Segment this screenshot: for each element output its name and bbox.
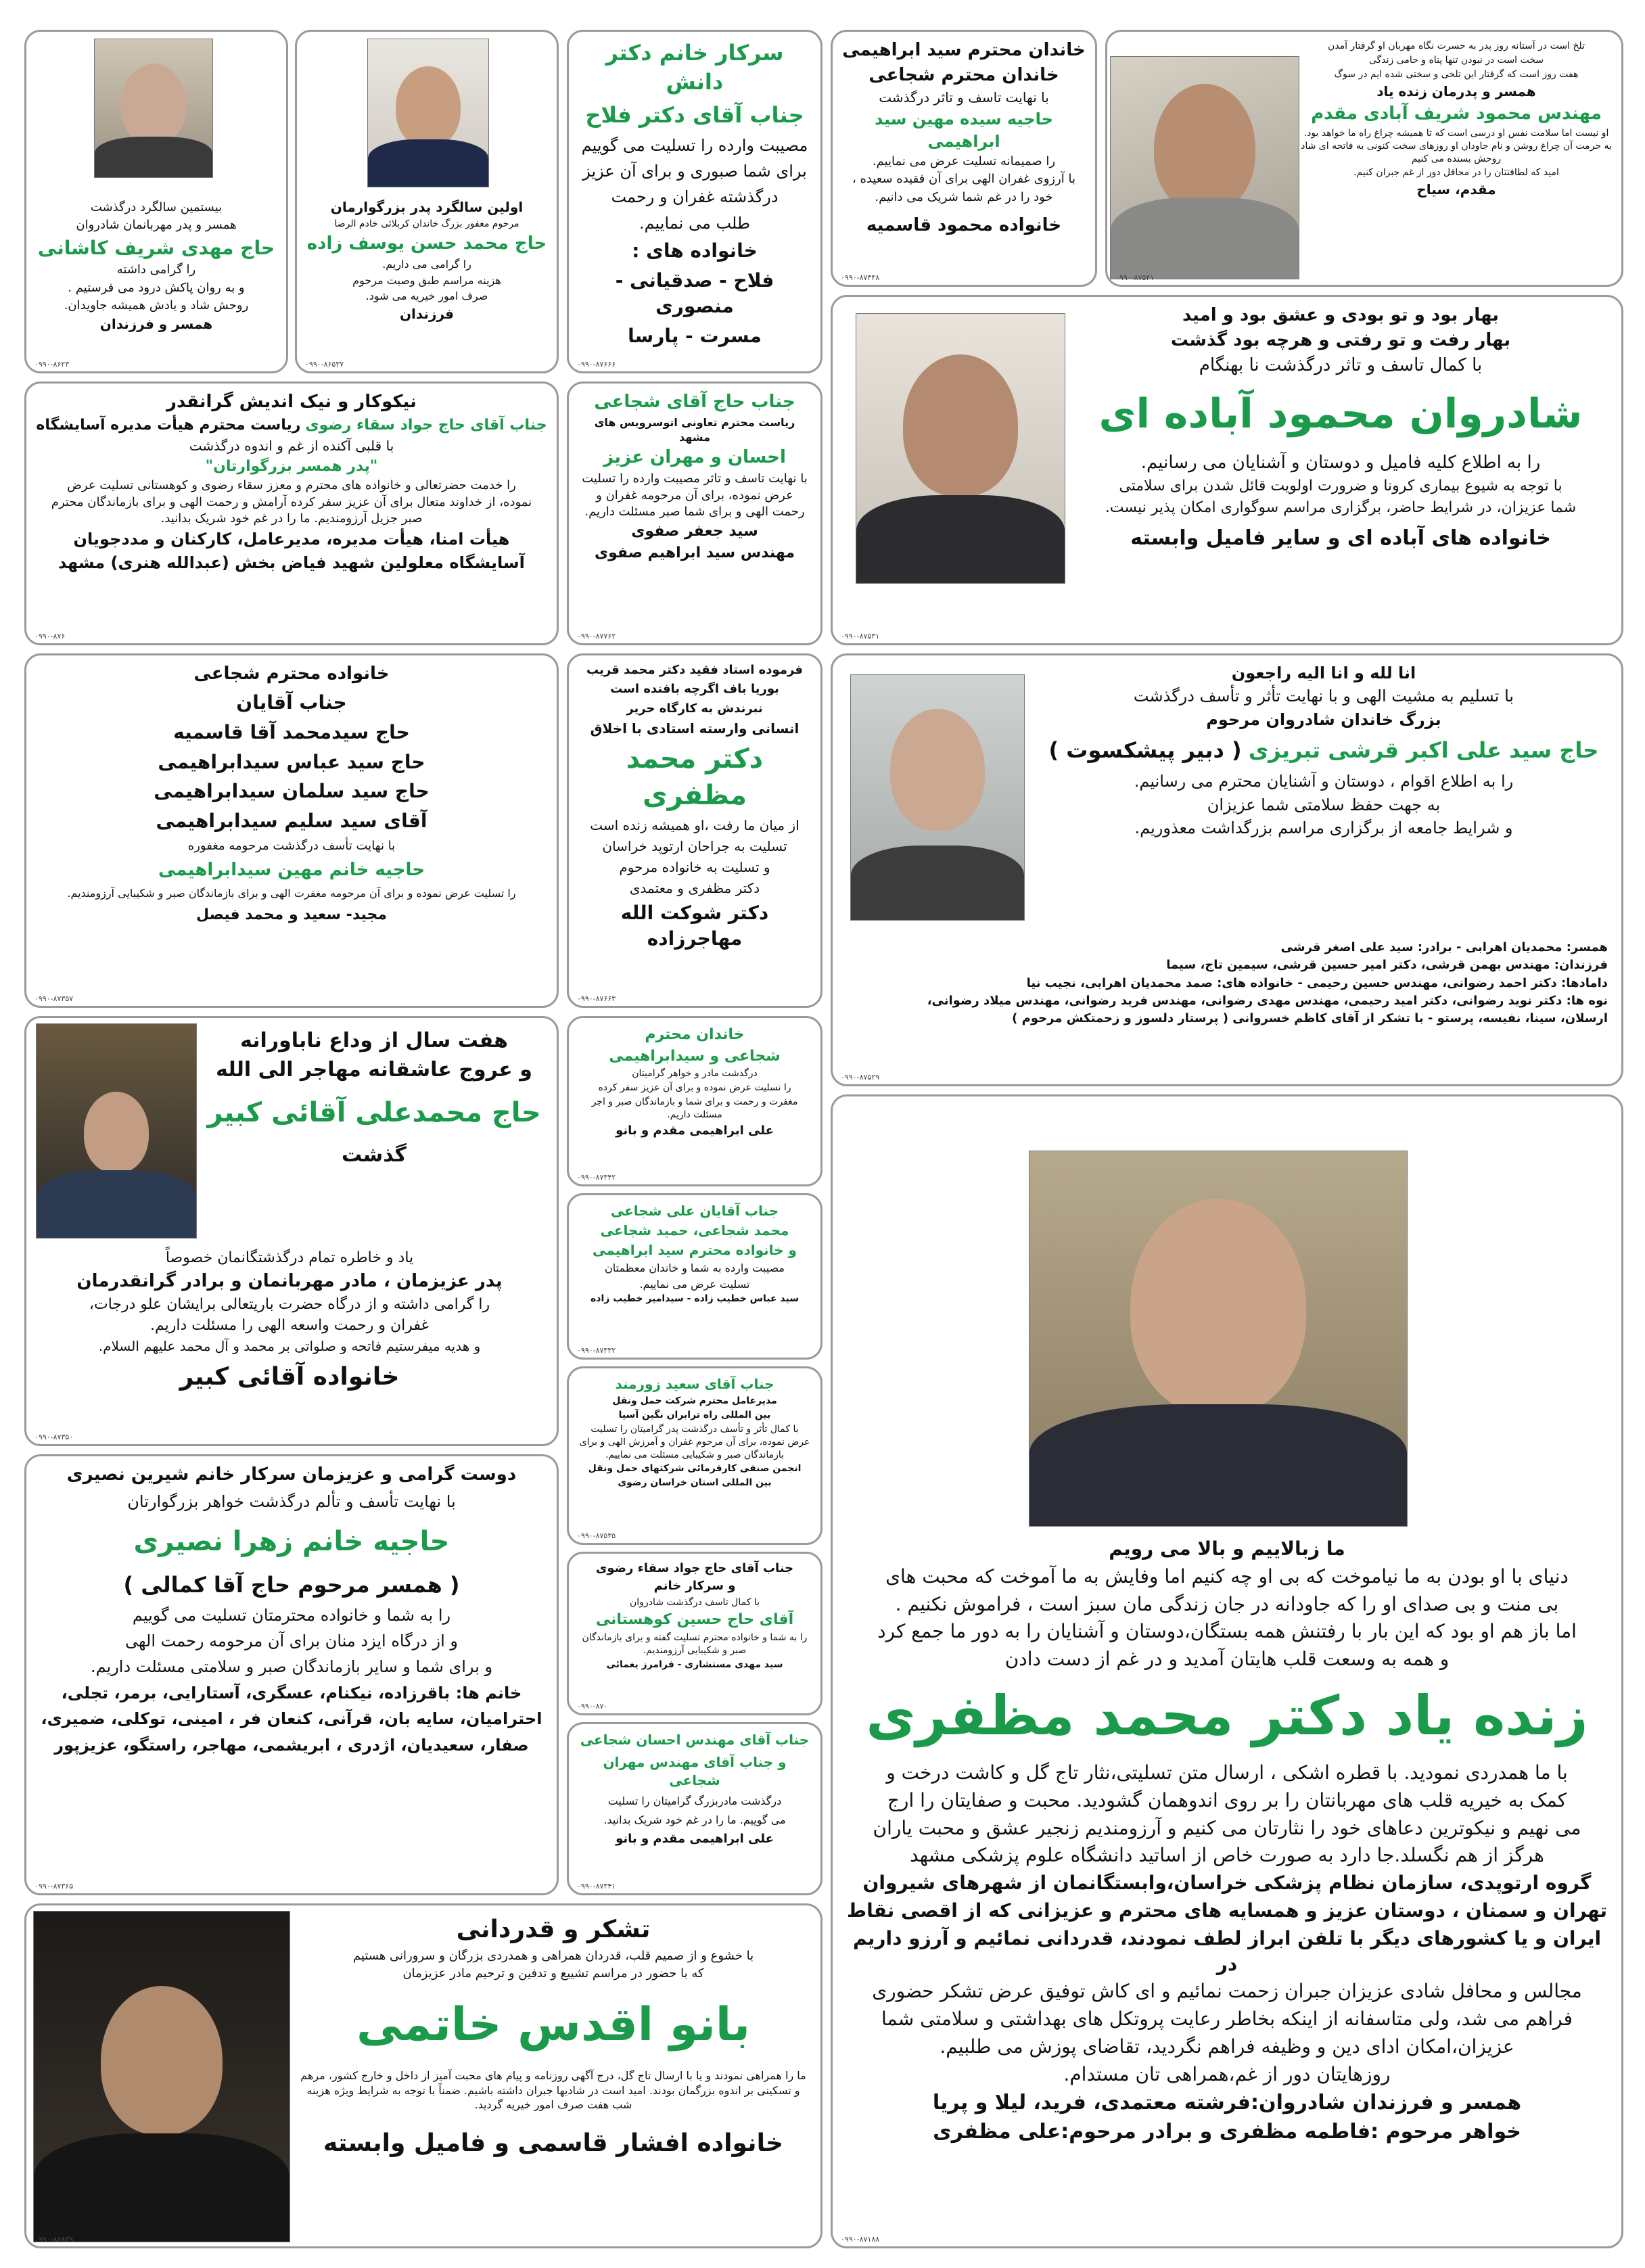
body-text: هرگز از هم نگسلد.جا دارد به صورت خاص از اساتید دانشگاه علوم پزشکی مشهد [910,1844,1544,1867]
body-text: شما عزیزان، در شرایط حاضر، برگزاری مراسم سوگواری امکان پذیر نیست. [1105,499,1577,517]
addressee-name: حاج سیدمحمد آقا قاسمیه [173,720,410,743]
addressee-name: جناب آقای حاج جواد سقاء رضوی [305,417,547,434]
signature: خانم ها: باقرزاده، نیکنام، عسگری، آستارایی، برمر، تجلی، [61,1683,522,1703]
ad-code: ۰۹۹۰-۸۷۳۳۲ [577,1346,616,1355]
heading: جناب آقای حاج جواد سقاء رضوی [595,1561,794,1575]
poem-line: بهار رفت و تو رفتی و هرچه بود گذشت [1170,330,1511,351]
signature: دکتر شوکت الله مهاجرزاده [620,901,769,950]
ad-code: ۰۹۹۰-۸۷۶۶۶ [577,360,616,369]
deceased-name: دکتر محمد مظفری [626,743,764,811]
notice-khatibzadeh [567,1193,822,1360]
body-text: روحش شاد و یادش همیشه جاویدان. [64,298,249,313]
body-text: از میان ما رفت ،او همیشه زنده است [590,816,800,833]
heading: جناب آقایان علی شجاعی [610,1203,779,1219]
highlight-text: "پدر همسر بزرگوارتان" [205,457,378,475]
body-text: غفران و رحمت واسعه الهی را مسئلت داریم. [150,1317,429,1335]
notice-dr-mozaffari-tribute [567,653,822,1008]
signature: احترامیان، سایه بان، قرآنی، کنعان فر ، امینی، توکلی، ضمیری، [41,1709,542,1729]
body-text: را گرامی داشته و از درگاه حضرت باریتعالی برایشان علو درجات، [89,1295,490,1313]
body-text: مرحوم مغفور بزرگ خاندان کربلائی خادم الرضا [334,218,519,229]
body-text: دکتر مظفری و معتمدی [629,879,760,896]
notice-shojaei-autoservice [567,381,822,645]
body-text: ما را همراهی نمودند و یا با ارسال تاج گل، درج آگهی روزنامه و پیام های محبت آمیز از داخل و خارج کشور، مرهم و تسکینی بر اندوه بزرگمان بودند. امید است در شادیها جبران داشته باشیم. ضمناً با توجه به شرایط ویژه هزینه شب هفت صرف امور خیریه گردید. [300,2068,806,2112]
signature: همسر و فرزندان [99,316,213,333]
body-text: را به اطلاع اقوام ، دوستان و آشنایان محترم می رسانیم. [1134,772,1514,791]
signature: هیأت امنا، هیأت مدیره، مدیرعامل، کارکنان و مددجویان [73,530,510,549]
heading: اولین سالگرد پدر بزرگوارمان [330,199,524,215]
signature-label: خانواده های : [632,239,758,262]
signature: صفار، سعیدیان، اژدری ، ابریشمی، مهاجر، راستگو، عزیزپور [54,1735,529,1755]
body-text: برای شما صبوری و برای آن عزیز [582,161,807,181]
signature: انجمن صنفی کارفرمائی شرکتهای حمل ونقل [588,1463,802,1475]
signature: خواهر مرحوم :فاطمه مظفری و برادر مرحوم:علی مظفری [933,2120,1521,2144]
body-text: با آرزوی غفران الهی برای آن فقیده سعیده ، [852,172,1076,187]
ad-code: ۰۹۹۰-۸۷۶ [34,632,66,641]
ad-code: ۰۹۹۰-۸۷۵۳۱ [841,632,880,641]
signature: سید عباس خطیب زاده - سیدامیر خطیب زاده [590,1293,799,1305]
heading: خاندان محترم شجاعی [868,65,1059,86]
heading: جناب حاج آقای شجاعی [594,392,795,412]
notice-nasiri [24,1454,559,1895]
heading: خانواده محترم شجاعی [193,664,390,684]
family-list: نوه ها: دکتر نوید رضوانی، دکتر امید رحیمی، مهندس مهدی رضوانی، مهندس فرید رضوانی، مهندس میلاد رضوانی، [927,993,1608,1008]
body-text: با کمال تاسف درگذشت شادروان [630,1596,760,1608]
deceased-name: حاج محمد حسن یوسف زاده [306,233,547,254]
portrait-photo [1029,1151,1408,1527]
signature: علی ابراهیمی مقدم و بانو [616,1832,774,1847]
body-text: می نهیم و نیکوترین دعاهای خود را نثارتان می کنیم و آرزومندیم زنجیر عشق و محبت یاران [873,1816,1581,1839]
notice-ebrahimi-moghaddam-2 [567,1722,822,1895]
body-text: طلب می نماییم. [639,213,751,233]
poem-line: ما زبالاییم و بالا می رویم [1109,1537,1345,1560]
body-text: را به شما و خانواده محترمتان تسلیت می گوییم [132,1605,451,1625]
deceased-name: زنده یاد دکتر محمد مظفری [866,1684,1588,1747]
ad-code: ۰۹۹۰-۸۷۳۴۸ [841,273,880,282]
heading: تشکر و قدردانی [456,1916,651,1943]
body-text: بیستمین سالگرد درگذشت [90,200,223,214]
body-text: کمک به خیریه قلب های مهربانتان را بر روی اندوهمان گشودید. محبت و صفایتان را ارج [887,1788,1567,1811]
intro-line: سخت است در نبودن تنها پناه و حامی زندگی [1368,54,1544,66]
body-text: با نهایت تأسف و تألم درگذشت خواهر بزرگوارتان [127,1492,456,1512]
intro-line: هفت روز است که گرفتار این تلخی و سختی شده ایم در سوگ [1334,68,1579,80]
deceased-name: حاجیه خانم مهین سیدابراهیمی [158,860,425,881]
body-text: مغفرت و رحمت و برای شما و بازماندگان صبر و اجر مسئلت داریم. [591,1096,798,1121]
ad-code: ۰۹۹۰-۸۷۳۵۷ [34,994,74,1003]
deceased-title: ( دبیر پیشکسوت ) [1048,737,1242,764]
body-text: مجالس و محافل شادی عزیزان جبران زحمت نمائیم و ای کاش توفیق عرض تشکر حضوری [872,1980,1582,2003]
notice-sharif-kashani [24,30,288,373]
signature: سید مهدی مستشاری - فرامرز یغمائی [606,1659,783,1670]
body-text: را تسلیت عرض نموده و برای آن مرحومه مغفرت الهی و برای بازماندگان صبر و شکیبایی آرزومندیم. [67,887,516,900]
ad-code: ۰۹۹۰-۸۷۳۴۲ [577,1173,616,1182]
deceased-name: مهندس محمود شریف آبادی مقدم [1311,103,1602,124]
body-text: خود را در غم شما شریک می دانیم. [875,189,1053,204]
heading: و عروج عاشقانه مهاجر الی الله [216,1057,532,1082]
body-text: با قلبی آکنده از غم و اندوه درگذشت [189,437,394,454]
body-text: تهران و سمنان ، دوستان عزیز و همسایه های محترم و عزیزانی که از اقصی نقاط [847,1899,1607,1922]
signature: مجید- سعید و محمد فیصل [196,906,387,924]
heading: دوست گرامی و عزیزمان سرکار خانم شیرین نصیری [66,1464,517,1485]
signature: سید جعفر صفوی [631,523,758,540]
body-text: با کمال تأثر و تأسف درگذشت پدر گرامیتان را تسلیت عرض نموده، برای آن مرحوم غفران و آمرزش الهی و برای بازماندگان صبر و شکیبایی مسئلت می نماییم. [579,1423,810,1460]
ad-code: ۰۹۹۰-۸۷۵۳۵ [577,1531,616,1540]
subtitle: همسر و پدرمان زنده یاد [1376,83,1536,99]
poem-line: بهار بود و تو بودی و عشق بود و امید [1182,305,1499,325]
body-text: درگذشت مادربزرگ گرامیتان را تسلیت [607,1795,782,1807]
body-text: عزیزان،امکان ادای دین و وظیفه فراهم نگردید، تقاضای پوزش می طلبیم. [940,2035,1514,2058]
body-text: که با حضور در مراسم تشییع و تدفین و ترحیم مادر عزیزمان [402,1966,704,1981]
body-text: با توجه به شیوع بیماری کرونا و ضرورت اولویت قائل شدن برای سلامتی [1119,478,1562,495]
ad-code: ۰۹۹۰-۸۶۸۳۹ [34,2235,74,2244]
heading: جناب آقای مهندس احسان شجاعی [580,1732,810,1748]
subheading: بین المللی راه ترابران نگین آسیا [618,1409,771,1420]
verse: انا لله و انا الیه راجعون [1231,664,1416,682]
notice-zoormand [567,1366,822,1545]
family-list: دامادها: دکتر احمد رضوانی، مهندس حسین رحیمی - خانواده های: صمد محمدیان اهرابی، نجیب نیا [1026,975,1608,990]
signature: خانواده آقائی کبیر [179,1363,400,1391]
notice-dr-falah [567,30,822,373]
ad-code: ۰۹۹۰-۸۷۶۶۳ [577,994,616,1003]
intro-line: تلخ است در آستانه روز پدر به حسرت نگاه مهربان او گرفتار آمدن [1328,41,1585,51]
body-text: با خشوع و از صمیم قلب، قدردان همراهی و همدردی بزرگان و سرورانی هستیم [352,1948,754,1963]
body-text: درگذشته غفران و رحمت [611,187,779,207]
deceased-name: آقای حاج حسین کوهستانی [595,1611,794,1629]
signature: خانواده محمود قاسمیه [866,214,1062,235]
body-text: گروه ارتوپدی، سازمان نظام پزشکی خراسان،وابستگانمان از شهرهای شیروان [862,1872,1592,1895]
deceased-name: شادروان محمود آباده ای [1098,390,1583,438]
poem-line: بوریا باف اگرچه بافنده است [610,682,779,697]
deceased-name: حاجیه سیده مهین سید ابراهیمی [875,110,1053,151]
poem-line: نبرندش به کارگاه حریر [626,701,763,716]
body-text: هزینه مراسم طبق وصیت مرحوم [352,273,501,287]
notice-ebrahimi-moghaddam-1 [567,1016,822,1186]
ad-code: ۰۹۹۰-۸۷۳۴۱ [577,1882,616,1891]
notice-qarashi-tabrizi [831,653,1623,1086]
body-text: را صمیمانه تسلیت عرض می نماییم. [872,154,1056,168]
body-text: فراهم می شد، ولی متاسفانه از اینکه بخاطر رعایت پروتکل های بهداشتی و سلامتی شما [881,2008,1573,2031]
body-text: را خدمت حضرتعالی و خانواده های محترم و معزز سقاء رضوی و کوهستانی تسلیت عرض نموده، از خداوند متعال برای آن عزیز سفر کرده آرامش و رحمت الهی و برای بازماندگان محترم صبر جزیل آرزومندیم. ما را در غم خود شریک بدانید. [51,478,532,526]
signature: آسایشگاه معلولین شهید فیاض بخش (عبدالله هنری) مشهد [58,553,525,572]
deceased-name: حاج محمدعلی آقائی کبیر [207,1097,541,1128]
body-text: و برای شما و سایر بازماندگان صبر و سلامتی مسئلت داریم. [90,1657,493,1677]
body-text: او نیست اما سلامت نفس او درسی است که تا همیشه چراغ راه ما خواهد بود. به حرمت آن چراغ روشن و نام جاودان او روزهای سخت کنونی به فاتحه ای شاد روحش بسنده می کنیم [1301,127,1612,164]
notice-mozaffari-thanks [831,1094,1623,2248]
body-text: روزهایتان دور از غم،همراهی تان مستدام. [1063,2062,1391,2085]
deceased-name: حاجیه خانم زهرا نصیری [133,1526,450,1558]
body-text: بی منت و بی صدای او را که جاودانه در جان زندگی مان سبز است ، فراموش نکنیم . [895,1592,1559,1615]
body-text: دنیای با او بودن به ما نیاموخت که بی او چه کنیم اما وفایش به ما آموخت که محبت های [885,1565,1569,1588]
notice-kouhestani [567,1552,822,1715]
heading: احسان و مهران عزیز [603,447,786,468]
deceased-title: ( همسر مرحوم حاج آقا کمالی ) [123,1572,460,1598]
body-text: صرف امور خیریه می شود. [365,290,488,303]
body-text: اما باز هم او بود که این بار با رفتنش همه بستگان،دوستان و آشنایان را به دور ما جمع کرد [877,1620,1577,1643]
signature: خانواده افشار قاسمی و فامیل وابسته [323,2129,784,2157]
signature: مسرت - پارسا [628,324,762,347]
body-text: به جهت حفظ سلامتی شما عزیزان [1207,795,1441,814]
portrait-photo [856,313,1065,584]
signature: مهندس سید ابراهیم صفوی [594,544,795,561]
body-text: را به شما و خانواده محترم تسلیت گفته و برای بازماندگان صبر و شکیبایی آرزومندیم. [582,1632,808,1657]
ad-code: ۰۹۹۰-۸۷۷۶۲ [577,632,616,641]
heading: و جناب آقای مهندس مهران شجاعی [603,1754,787,1788]
body-text: ایران و یا کشورهای دیگر با تلفن ابراز لطف نمودند، قدردانی نمائیم و آرزو داریم در [852,1926,1602,1975]
ad-code: ۰۹۹۰-۸۷۱۸۸ [841,2235,880,2244]
ad-code: ۰۹۹۰-۸۶۲۳ [34,360,70,369]
portrait-photo [33,1911,290,2242]
heading: هفت سال از وداع ناباورانه [240,1029,508,1052]
body-text: با ما همدردی نمودید. با قطره اشکی ، ارسال متن تسلیتی،نثار تاج گل و کاشت درخت و [886,1761,1568,1784]
notice-khatami-thanks [24,1903,822,2248]
heading: شجاعی و سیدابراهیمی [609,1047,781,1065]
body-text: و شرایط جامعه از برگزاری مراسم بزرگداشت معذوریم. [1134,818,1513,838]
body-text: و از درگاه ایزد منان برای آن مرحومه رحمت الهی [124,1631,459,1651]
heading: و سرکار خانم [653,1579,736,1594]
body-text: با تسلیم به مشیت الهی و با نهایت تأثر و تأسف درگذشت [1133,687,1514,706]
ad-code: ۰۹۹۰-۸۷۳۵۰ [34,1433,74,1441]
ad-code: ۰۹۹۰-۸۷۵۴۱ [1115,273,1155,282]
heading: خاندان محترم سید ابراهیمی [842,40,1086,60]
body-text: همسر و پدر مهربانمان شادروان [76,218,237,233]
notice-shojaei-family [24,653,559,1008]
notice-yousefzadeh [295,30,559,373]
signature: بین المللی استان خراسان رضوی [618,1477,772,1489]
heading: خاندان محترم [645,1026,745,1043]
family-list: ارسلان، سینا، نفیسه، پرستو - با تشکر از آقای کاظم خسروانی ( پرستار دلسوز و زحمتکش مرحوم ) [1012,1011,1608,1026]
body-text: را تسلیت عرض نموده و برای آن عزیز سفر کرده [598,1082,791,1094]
heading: جناب آقایان [236,691,347,714]
heading: و خانواده محترم سید ابراهیمی [593,1242,797,1258]
portrait-photo [850,674,1025,921]
portrait-photo [94,39,213,178]
body-text: یاد و خاطره تمام درگذشتگانمان خصوصاً [165,1249,414,1266]
body-text: را گرامی می داریم. [382,257,471,271]
family-list: فرزندان: مهندس بهمن قرشی، دکتر امیر حسین قرشی، سیمین تاج، سیما [1166,958,1608,973]
body-text: را به اطلاع کلیه فامیل و دوستان و آشنایان می رسانیم. [1140,453,1541,473]
addressee-title: ریاست محترم هیأت مدیره آسایشگاه [36,417,301,434]
signature: مقدم، سیاح [1416,181,1496,198]
addressee-name: آقای سید سلیم سیدابراهیمی [156,810,427,833]
heading: گذشت [341,1143,407,1167]
body-text: و به روان پاکش درود می فرستیم . [68,280,245,295]
addressee-name: حاج سید سلمان سیدابراهیمی [154,780,430,803]
body-text: را گرامی داشته [116,262,196,277]
subheading: مدیرعامل محترم شرکت حمل ونقل [612,1395,777,1406]
body-text: می گوییم. ما را در غم خود شریک بدانید. [603,1813,786,1826]
heading: محمد شجاعی، حمید شجاعی [600,1222,789,1239]
portrait-photo [36,1023,197,1239]
deceased-name: حاج سید علی اکبر قرشی تبریزی [1248,737,1599,764]
family-list: همسر: محمدیان اهرابی - برادر: سید علی اصغر قرشی [1280,940,1608,954]
signature: همسر و فرزندان شادروان:فرشته معتمدی، فرید، لیلا و پریا [932,2090,1522,2114]
notice-saqqa-razavi [24,381,559,645]
heading: نیکوکار و نیک اندیش گرانقدر [166,392,417,412]
signature: فلاح - صدقیانی - منصوری [615,269,774,317]
body-text: با نهایت تأسف درگذشت مرحومه مغفوره [187,839,396,854]
heading: جناب آقای سعید زورمند [615,1376,774,1392]
notice-seyed-ebrahimi-family [831,30,1097,287]
subheading: ریاست محترم تعاونی اتوسرویس های مشهد [594,416,795,444]
body-text: مصیبت وارده به شما و خاندان معظمتان [605,1262,785,1274]
body-text: بزرگ خاندان شادروان مرحوم [1206,710,1441,729]
body-text: تسلیت به جراحان ارتوپد خراسان [602,837,787,854]
portrait-photo [367,39,489,187]
body-text: تسلیت عرض می نماییم. [639,1277,750,1291]
ad-code: ۰۹۹۰-۸۷۳۶۵ [34,1882,74,1891]
signature: خانواده های آباده ای و سایر فامیل وابسته [1130,526,1551,550]
body-text: و هدیه میفرستیم فاتحه و صلواتی بر محمد و آل محمد علیهم السلام. [98,1338,481,1355]
body-text: انسانی وارسته استادی با اخلاق [590,720,800,737]
quote-intro: فرموده استاد فقید دکتر محمد قریب [586,663,803,677]
notice-aghaei-kabir [24,1016,559,1446]
ad-code: ۰۹۹۰-۸۶۵۳۷ [305,360,344,369]
signature: فرزندان [399,305,455,322]
body-text: و تسلیت به خانواده مرحوم [619,858,770,875]
body-text: مصیبت وارده را تسلیت می گوییم [581,135,808,155]
body-text: پدر عزیزمان ، مادر مهربانمان و برادر گرانقدرمان [76,1270,503,1291]
heading: سرکار خانم دکتر دانش [605,40,784,95]
addressee-name: حاج سید عباس سیدابراهیمی [158,750,425,773]
heading: جناب آقای دکتر فلاح [585,102,804,129]
deceased-name: حاج مهدی شریف کاشانی [37,236,275,259]
notice-sharifabadi [1105,30,1623,287]
body-text: با کمال تاسف و تاثر درگذشت نا بهنگام [1199,355,1483,376]
body-text: امید که لطافتتان را در محافل دور از غم جبران کنیم. [1353,167,1559,179]
ad-code: ۰۹۹۰-۸۷۰ [577,1702,608,1711]
body-text: با نهایت تاسف و تاثر مصیبت وارده را تسلیت عرض نموده، برای آن مرحومه غفران و رحمت الهی و برای شما صبر مسئلت داریم. [582,471,808,519]
notice-abadei [831,295,1623,645]
ad-code: ۰۹۹۰-۸۷۵۲۹ [841,1073,880,1082]
body-text: با نهایت تاسف و تاثر درگذشت [879,89,1049,106]
body-text: و همه به وسعت قلب هایتان آمدید و در غم از دست دادن [1004,1648,1450,1671]
deceased-name: بانو اقدس خاتمی [356,1998,750,2052]
body-text: درگذشت مادر و خواهر گرامیتان [632,1068,758,1080]
signature: علی ابراهیمی مقدم و بانو [616,1123,774,1138]
portrait-photo [1110,56,1299,279]
